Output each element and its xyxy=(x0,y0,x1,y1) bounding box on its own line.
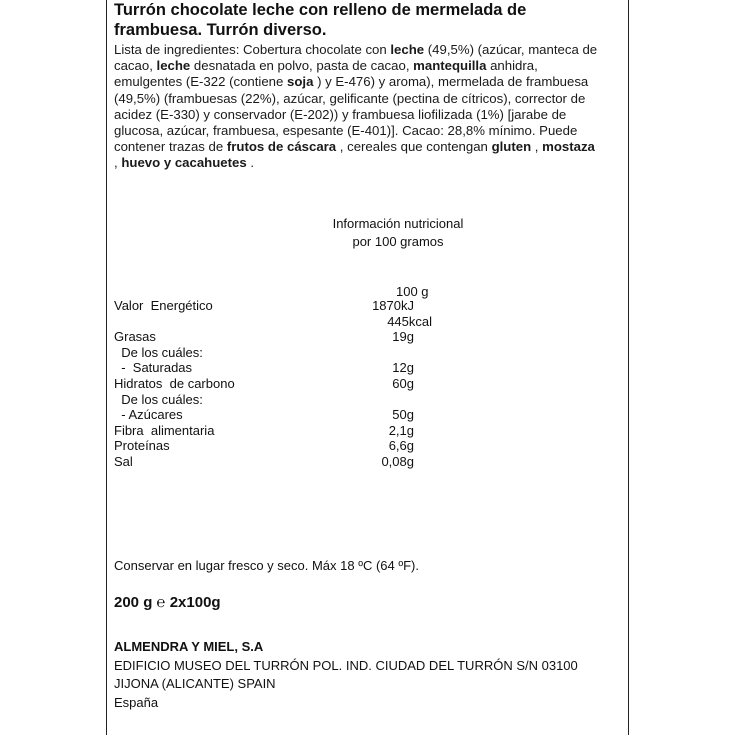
nutrition-row-label: De los cuáles: xyxy=(114,391,203,407)
nutrition-row-label: Grasas xyxy=(114,329,156,345)
ingredients-line xyxy=(114,74,622,90)
nutrition-row-value: 2,1g xyxy=(388,422,414,438)
ingredient-text: ) y E-476) y aroma), mermelada de frambuesa xyxy=(313,74,589,90)
nutrition-row-value: 445kcal xyxy=(387,313,432,329)
nutrition-row-value: 1870kJ xyxy=(372,298,414,313)
nutrition-row-label: Proteínas xyxy=(114,438,170,454)
ingredient-text: desnatada en polvo, pasta de cacao, xyxy=(190,58,414,74)
nutrition-row-label: - Saturadas xyxy=(114,360,193,376)
storage-note: Conservar en lugar fresco y seco. Máx 18 ºC (64 ºF). xyxy=(114,558,419,573)
allergen-text: mantequilla xyxy=(413,58,487,74)
ingredients-list xyxy=(114,42,622,172)
ingredient-text: emulgentes (E-322 (contiene xyxy=(114,74,288,90)
ingredient-text: (49,5%) (azúcar, manteca de xyxy=(424,42,598,57)
product-title-line1: Turrón chocolate leche con relleno de mermelada de xyxy=(114,1,527,19)
nutrition-header xyxy=(298,216,498,249)
ingredient-text: cacao, xyxy=(114,58,157,74)
estimated-sign: ℮ xyxy=(152,594,170,611)
ingredient-text: , cereales que contengan xyxy=(336,139,492,155)
ingredient-text: Lista de ingredientes: Cobertura chocolate con xyxy=(114,42,391,57)
ingredient-text: , xyxy=(531,139,543,155)
nutrition-row-value: 50g xyxy=(392,407,414,423)
nutrition-header-line1: Información nutricional xyxy=(332,216,464,231)
allergen-text: huevo y cacahuetes xyxy=(121,155,247,171)
ingredients-line xyxy=(114,91,622,107)
nutrition-row-value: 19g xyxy=(392,329,414,345)
nutrition-row-value: 0,08g xyxy=(381,454,414,469)
nutrition-row-value: 12g xyxy=(392,360,414,376)
ingredients-line xyxy=(114,139,622,155)
company-address-line2: JIJONA (ALICANTE) SPAIN xyxy=(114,676,276,691)
ingredient-text: anhidra, xyxy=(486,58,538,74)
nutrition-row-label: - Azúcares xyxy=(114,407,183,423)
weight-units: 2x100g xyxy=(169,594,221,611)
nutrition-row-value: 60g xyxy=(392,376,414,391)
product-title-line2: frambuesa. Turrón diverso. xyxy=(114,21,327,39)
ingredient-text: glucosa, azúcar, frambuesa, espesante (E-401)]. Cacao: 28,8% mínimo. Puede xyxy=(114,123,578,139)
nutrition-header-line2: por 100 gramos xyxy=(352,234,444,249)
ingredient-text: (49,5%) (frambuesas (22%), azúcar, gelificante (pectina de cítricos), corrector de xyxy=(114,90,586,106)
ingredients-line xyxy=(114,58,622,74)
weight-total: 200 g xyxy=(114,594,153,611)
nutrition-row-label: Sal xyxy=(114,454,133,469)
nutrition-row-label: Fibra alimentaria xyxy=(114,422,215,438)
net-weight xyxy=(114,594,221,611)
allergen-text: gluten xyxy=(491,139,532,155)
allergen-text: leche xyxy=(156,58,191,74)
nutrition-row-label: De los cuáles: xyxy=(114,344,203,360)
nutrition-row-value: 6,6g xyxy=(388,438,414,454)
nutrition-row-label: Hidratos de carbono xyxy=(114,376,235,391)
ingredients-line xyxy=(114,42,622,58)
ingredient-text: acidez (E-330) y conservador (E-202)) y frambuesa liofilizada (1%) [jarabe de xyxy=(114,106,567,122)
company-name: ALMENDRA Y MIEL, S.A xyxy=(114,639,264,654)
nutrition-row-label: Valor Energético xyxy=(114,298,213,313)
allergen-text: mostaza xyxy=(542,139,595,155)
allergen-text: soja xyxy=(287,74,314,90)
ingredients-line xyxy=(114,123,622,139)
ingredients-line xyxy=(114,155,622,171)
ingredients-line xyxy=(114,107,622,123)
company-country: España xyxy=(114,695,159,710)
allergen-text: leche xyxy=(390,42,425,57)
ingredient-text: . xyxy=(246,155,254,171)
nutrition-column-header: 100 g xyxy=(396,284,429,299)
ingredient-text: contener trazas de xyxy=(114,139,227,155)
company-address-line1: EDIFICIO MUSEO DEL TURRÓN POL. IND. CIUDAD DEL TURRÓN S/N 03100 xyxy=(114,658,578,673)
ingredient-text: , xyxy=(114,155,122,171)
product-title xyxy=(114,0,526,40)
allergen-text: frutos de cáscara xyxy=(226,139,337,155)
